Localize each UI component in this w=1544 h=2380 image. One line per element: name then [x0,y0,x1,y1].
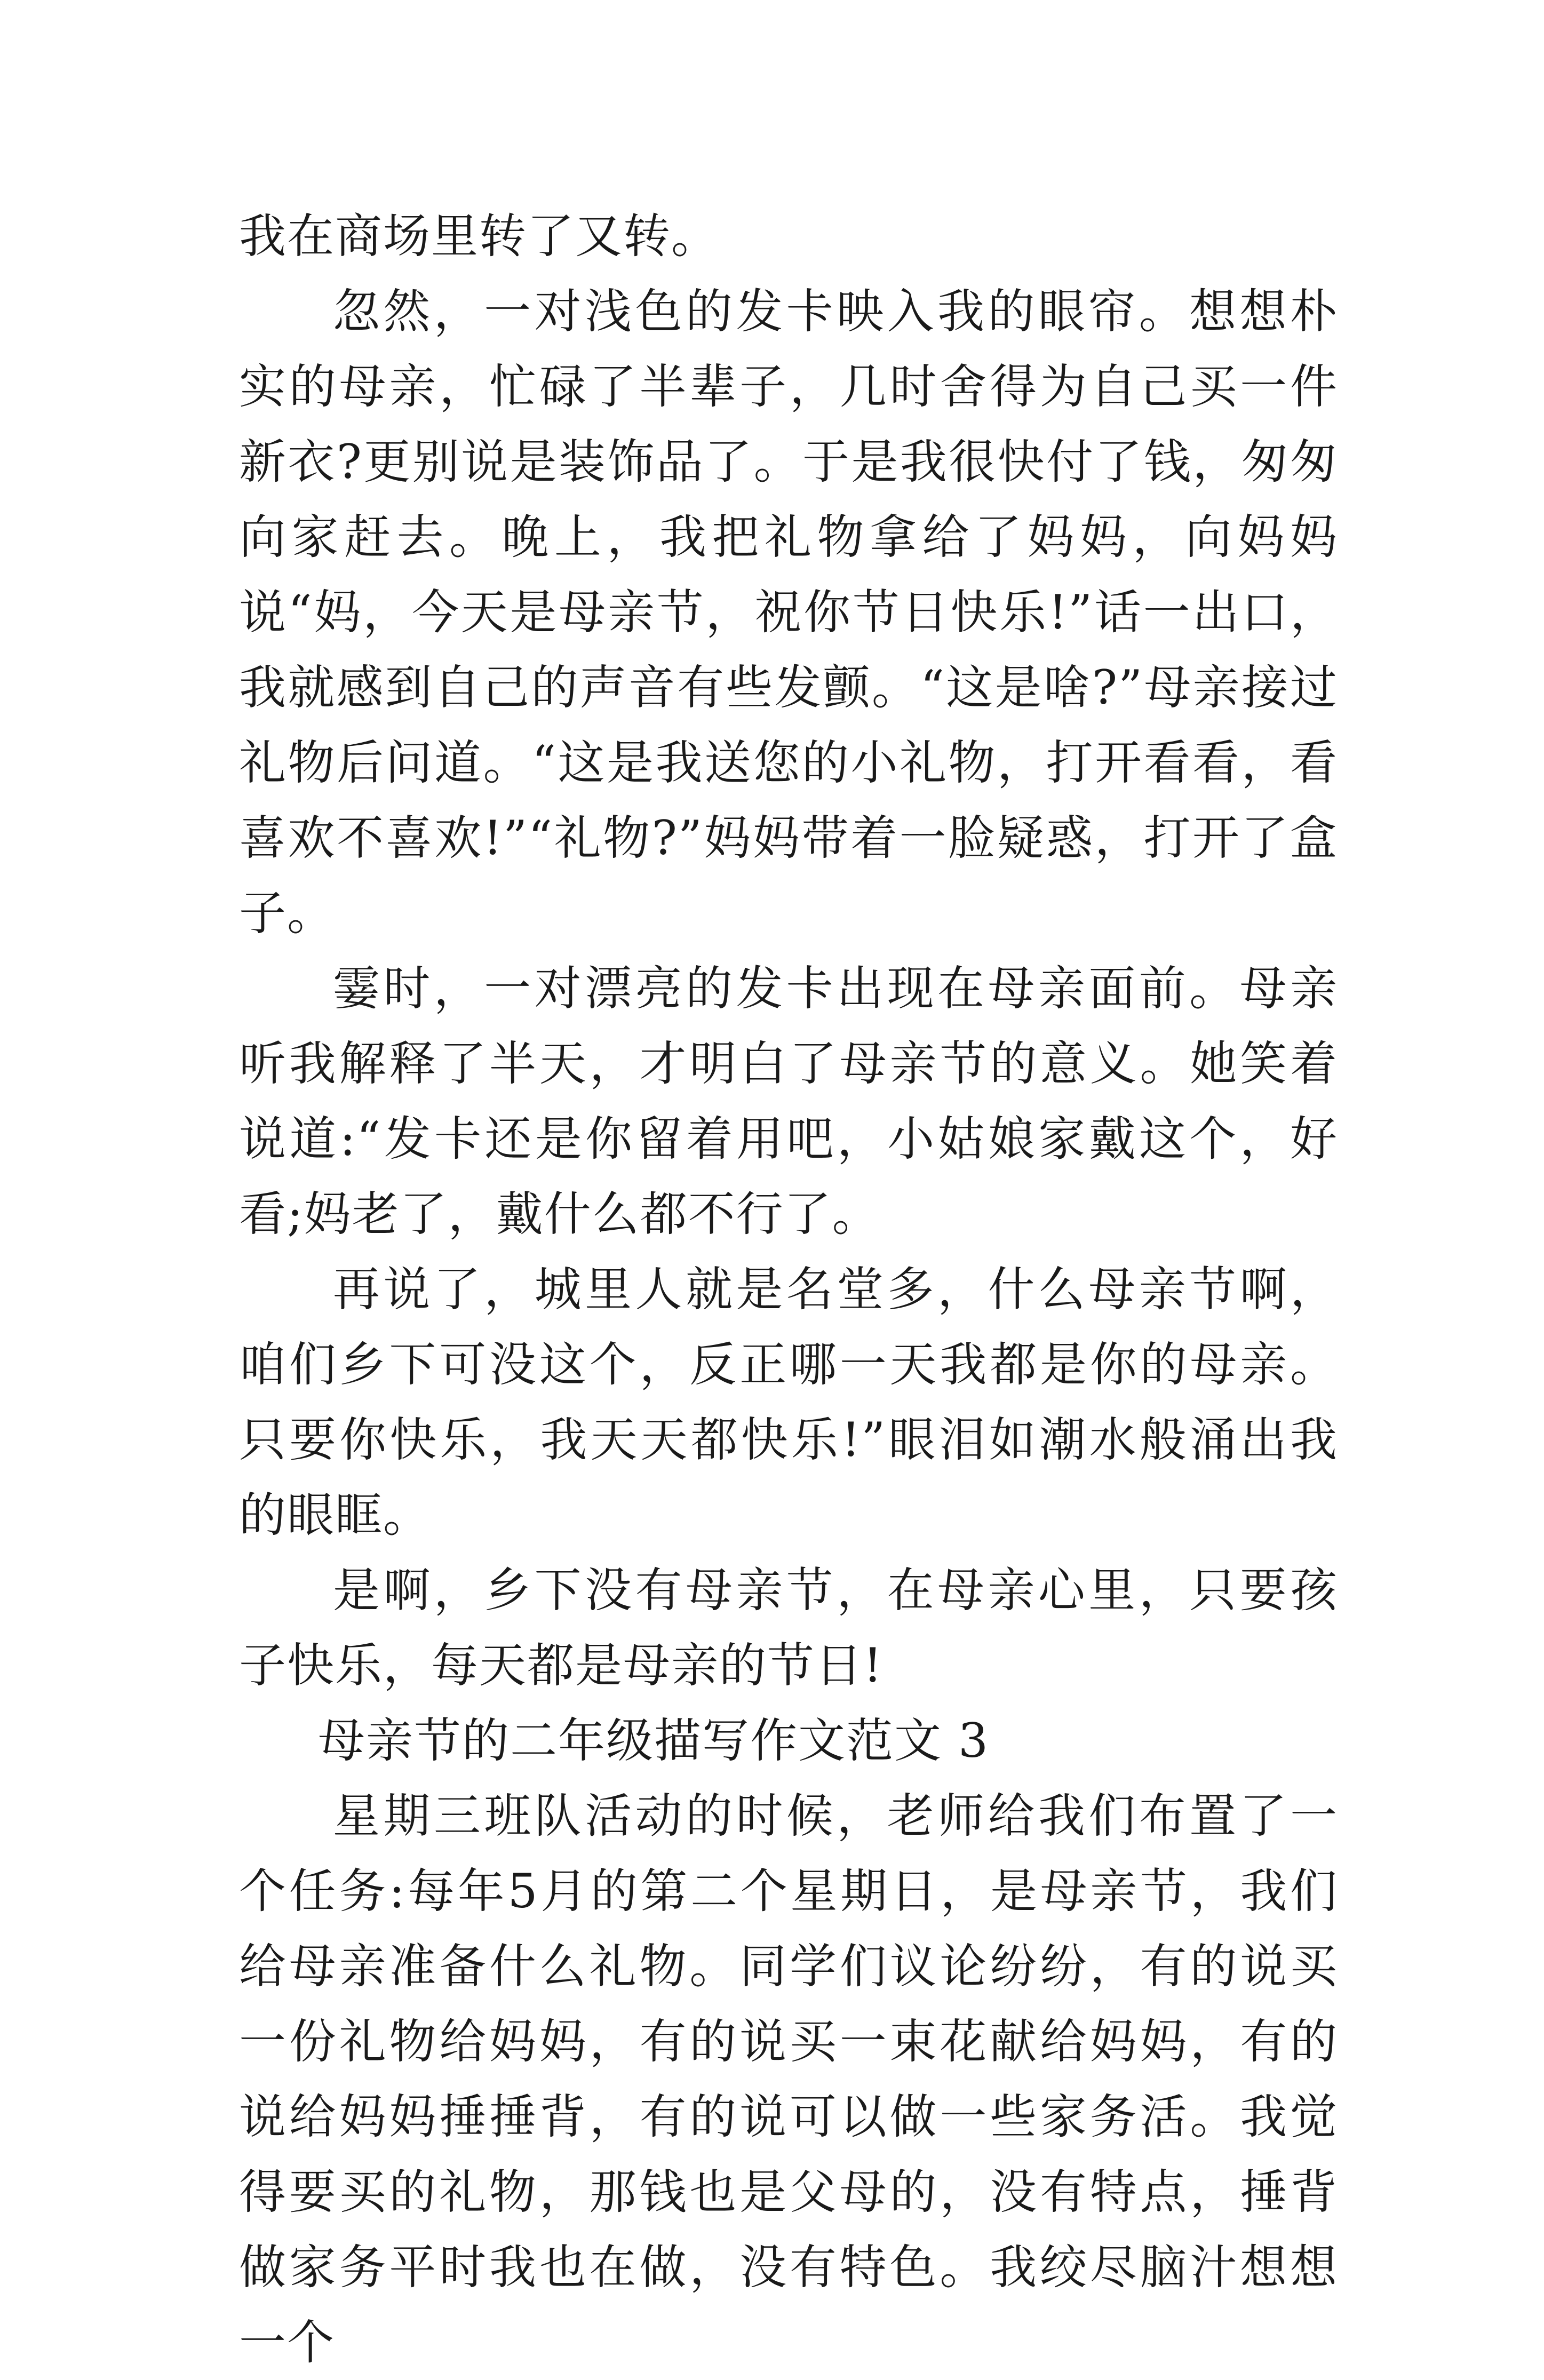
paragraph: 是啊，乡下没有母亲节，在母亲心里，只要孩子快乐，每天都是母亲的节日! [239,1563,1338,1693]
paragraph-continuation: 我在商场里转了又转。 [239,209,720,264]
paragraph: 忽然，一对浅色的发卡映入我的眼帘。想想朴实的母亲，忙碌了半辈子，几时舍得为自己买一件新衣?更别说是装饰品了。于是我很快付了钱，匆匆向家赶去。晚上，我把礼物拿给了妈妈，向妈妈说“妈，今天是母亲节，祝你节日快乐!”话一出口，我就感到自己的声音有些发颤。“这是啥?”母亲接过礼物后问道。“这是我送您的小礼物，打开看看，看喜欢不喜欢!”“礼物?”妈妈带着一脸疑惑，打开了盒子。 [239,284,1338,941]
paragraph: 星期三班队活动的时候，老师给我们布置了一个任务:每年5月的第二个星期日，是母亲节，我们给母亲准备什么礼物。同学们议论纷纷，有的说买一份礼物给妈妈，有的说买一束花献给妈妈，有的说给妈妈捶捶背，有的说可以做一些家务活。我觉得要买的礼物，那钱也是父母的，没有特点，捶背做家务平时我也在做，没有特色。我绞尽脑汁想想一个 [239,1788,1338,2370]
document-body [239,198,1338,2380]
section-heading: 母亲节的二年级描写作文范文 3 [318,1713,989,1768]
paragraph: 再说了，城里人就是名堂多，什么母亲节啊，咱们乡下可没这个，反正哪一天我都是你的母亲。只要你快乐，我天天都快乐!”眼泪如潮水般涌出我的眼眶。 [239,1262,1338,1542]
paragraph: 霎时，一对漂亮的发卡出现在母亲面前。母亲听我解释了半天，才明白了母亲节的意义。她笑着说道:“发卡还是你留着用吧，小姑娘家戴这个，好看;妈老了，戴什么都不行了。 [239,961,1338,1241]
